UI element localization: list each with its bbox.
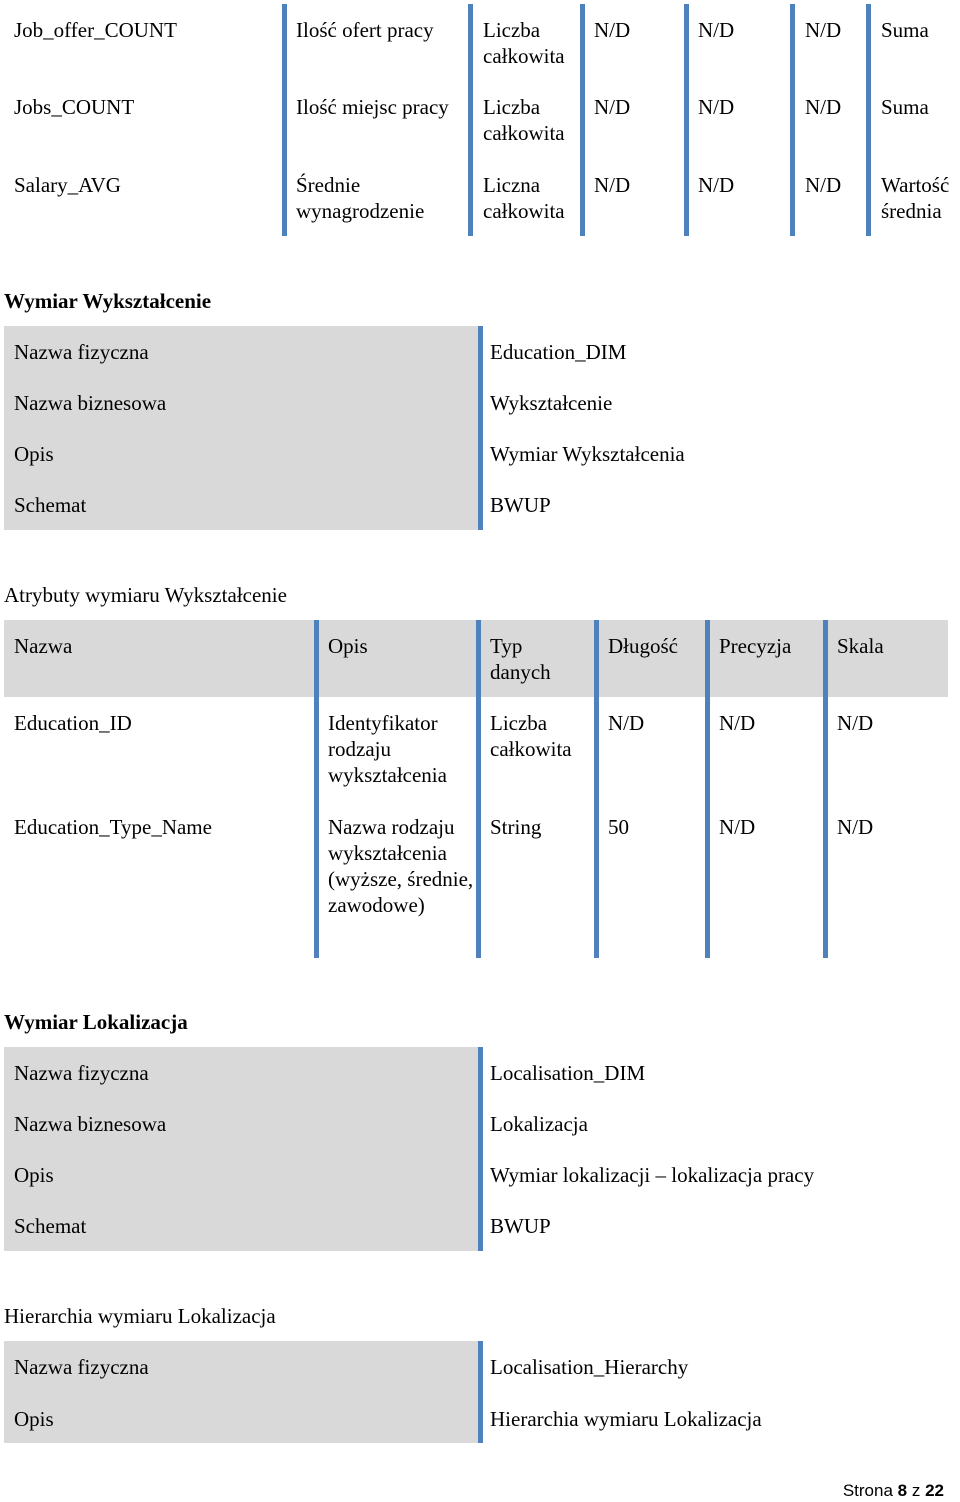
measure-agg: Wartość średnia: [881, 173, 950, 223]
col-header-name: Nazwa: [14, 634, 73, 658]
measure-len: N/D: [594, 173, 631, 197]
col-header-desc: Opis: [328, 634, 368, 658]
education-dim-label: Schemat: [14, 493, 87, 517]
measure-type: Liczba całkowita: [483, 18, 565, 68]
education-dim-label: Opis: [14, 442, 54, 466]
attr-len: N/D: [608, 711, 645, 735]
measure-desc: Średnie wynagrodzenie: [296, 173, 425, 223]
measure-desc: Ilość ofert pracy: [296, 18, 434, 42]
localisation-hierarchy-value: Localisation_Hierarchy: [490, 1355, 689, 1379]
measure-name: Salary_AVG: [14, 173, 121, 197]
education-dim-heading: Wymiar Wykształcenie: [4, 289, 212, 313]
localisation-dim-label: Opis: [14, 1163, 54, 1187]
attr-prec: N/D: [719, 815, 756, 839]
localisation-dim-heading: Wymiar Lokalizacja: [4, 1010, 188, 1034]
measure-prec: N/D: [698, 95, 735, 119]
attr-desc: Nazwa rodzaju wykształcenia (wyższe, średnie, zawodowe): [328, 815, 474, 917]
education-attrs-heading: Atrybuty wymiaru Wykształcenie: [4, 583, 287, 607]
measure-desc: Ilość miejsc pracy: [296, 95, 449, 119]
education-dim-value: BWUP: [490, 493, 551, 517]
localisation-hierarchy-value: Hierarchia wymiaru Lokalizacja: [490, 1407, 762, 1431]
attr-prec: N/D: [719, 711, 756, 735]
attr-name: Education_Type_Name: [14, 815, 212, 839]
localisation-hierarchy-heading: Hierarchia wymiaru Lokalizacja: [4, 1304, 276, 1328]
attr-scale: N/D: [837, 711, 874, 735]
page-number-current: 8: [897, 1481, 908, 1500]
localisation-dim-value: Lokalizacja: [490, 1112, 588, 1136]
localisation-dim-label: Schemat: [14, 1214, 87, 1238]
education-attrs-divider: [705, 620, 710, 958]
measure-agg: Suma: [881, 18, 929, 42]
education-attrs-divider: [594, 620, 599, 958]
measure-len: N/D: [594, 18, 631, 42]
localisation-hierarchy-label: Opis: [14, 1407, 54, 1431]
localisation-dim-value: BWUP: [490, 1214, 551, 1238]
measure-name: Jobs_COUNT: [14, 95, 135, 119]
measure-scale: N/D: [805, 18, 842, 42]
measure-scale: N/D: [805, 95, 842, 119]
col-header-type: Typ danych: [490, 634, 551, 684]
attr-type: String: [490, 815, 542, 839]
attr-scale: N/D: [837, 815, 874, 839]
localisation-dim-value: Wymiar lokalizacji – lokalizacja pracy: [490, 1163, 815, 1187]
education-dim-value: Wymiar Wykształcenia: [490, 442, 685, 466]
localisation-dim-value: Localisation_DIM: [490, 1061, 646, 1085]
education-attrs-divider: [823, 620, 828, 958]
education-dim-label: Nazwa biznesowa: [14, 391, 167, 415]
localisation-hierarchy-label: Nazwa fizyczna: [14, 1355, 149, 1379]
page-number-total: 22: [925, 1481, 944, 1500]
measure-agg: Suma: [881, 95, 929, 119]
attr-type: Liczba całkowita: [490, 711, 572, 761]
col-header-len: Długość: [608, 634, 678, 658]
measure-prec: N/D: [698, 18, 735, 42]
localisation-dim-label: Nazwa fizyczna: [14, 1061, 149, 1085]
attr-len: 50: [608, 815, 629, 839]
education-dim-label: Nazwa fizyczna: [14, 340, 149, 364]
education-dim-value: Education_DIM: [490, 340, 627, 364]
localisation-dim-label: Nazwa biznesowa: [14, 1112, 167, 1136]
page-number-sep: z: [911, 1481, 921, 1500]
page-number: [843, 1480, 944, 1502]
measure-name: Job_offer_COUNT: [14, 18, 177, 42]
measure-len: N/D: [594, 95, 631, 119]
col-header-scale: Skala: [837, 634, 884, 658]
measure-type: Liczna całkowita: [483, 173, 565, 223]
measure-type: Liczba całkowita: [483, 95, 565, 145]
attr-name: Education_ID: [14, 711, 132, 735]
measure-prec: N/D: [698, 173, 735, 197]
measure-scale: N/D: [805, 173, 842, 197]
attr-desc: Identyfikator rodzaju wykształcenia: [328, 711, 447, 787]
education-dim-value: Wykształcenie: [490, 391, 613, 415]
col-header-prec: Precyzja: [719, 634, 792, 658]
page-number-prefix: Strona: [842, 1481, 893, 1500]
